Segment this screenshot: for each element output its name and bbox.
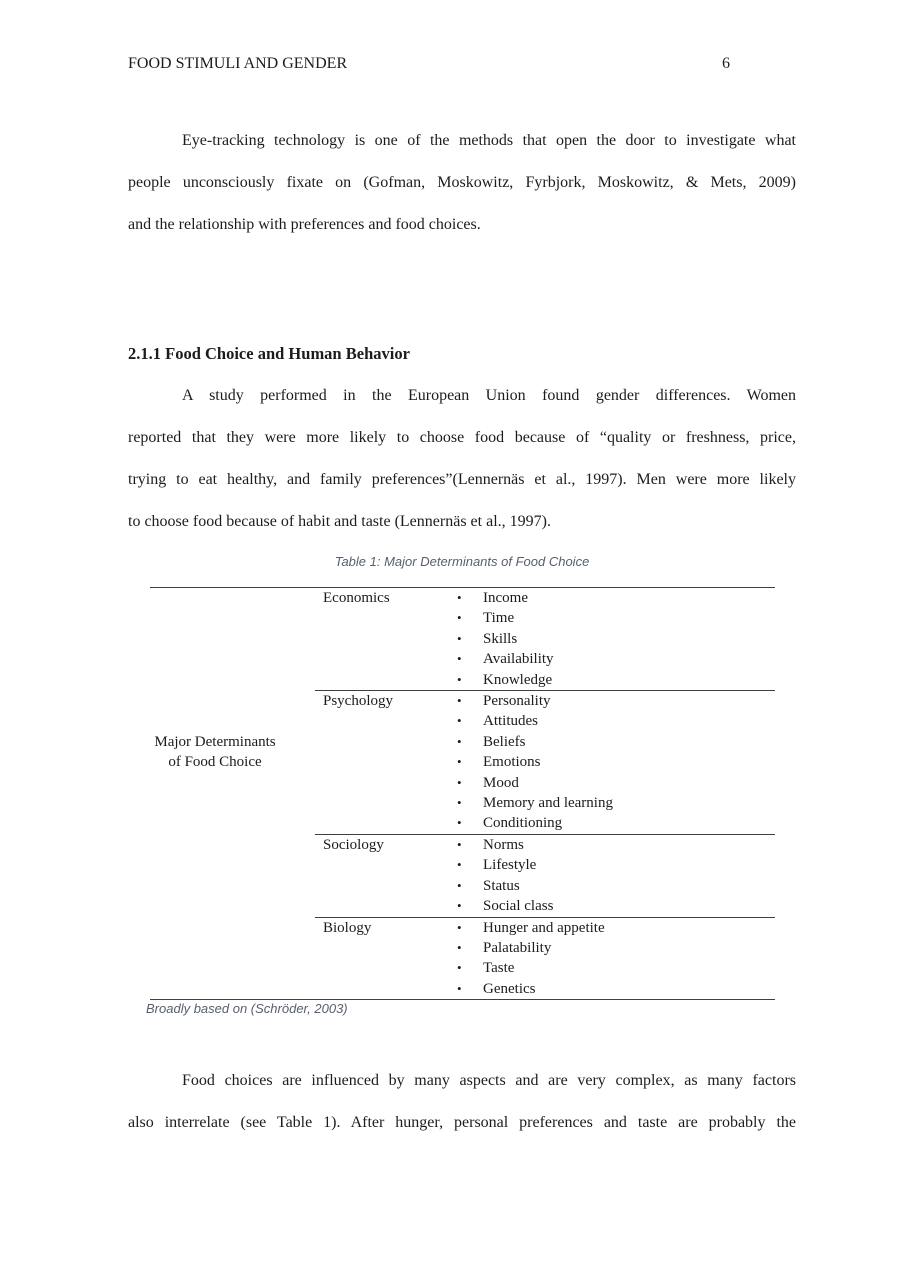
table-item (440, 876, 775, 896)
running-head-title: FOOD STIMULI AND GENDER (128, 55, 348, 72)
table-item-list (440, 918, 775, 1000)
table-item (440, 918, 775, 938)
bullet-icon: • (457, 671, 462, 687)
bullet-icon: • (457, 877, 462, 893)
bullet-icon: • (457, 939, 462, 955)
table-category-label: Sociology (323, 836, 384, 853)
paragraph-line: reported that they were more likely to choose food because of “quality or freshness, price, (128, 429, 796, 446)
bullet-icon: • (457, 590, 462, 605)
table-item (440, 732, 775, 752)
table-item (440, 855, 775, 875)
table-source-note: Broadly based on (Schröder, 2003) (146, 1001, 348, 1016)
table-item (440, 649, 775, 669)
paragraph-line: to choose food because of habit and taste (Lennernäs et al., 1997). (128, 513, 551, 530)
table-item-text: Hunger and appetite (483, 919, 605, 936)
bullet-icon: • (457, 919, 462, 935)
paragraph-line: Eye-tracking technology is one of the methods that open the door to investigate what (182, 132, 796, 149)
table-item-list (440, 588, 775, 690)
table-item-text: Mood (483, 774, 519, 791)
table-item-text: Status (483, 877, 520, 894)
table-caption: Table 1: Major Determinants of Food Choice (334, 554, 590, 569)
table-category-label: Economics (323, 590, 390, 606)
table-item-text: Time (483, 610, 515, 627)
table-item-list (440, 691, 775, 834)
bullet-icon: • (457, 815, 462, 831)
table-item-text: Emotions (483, 754, 541, 771)
table-item (440, 588, 775, 608)
paragraph-food-choices (128, 1060, 796, 1144)
table-item-text: Beliefs (483, 733, 526, 750)
table-row-label (150, 732, 280, 773)
table-item-text: Conditioning (483, 815, 563, 832)
paragraph-eu-study (128, 375, 796, 543)
paragraph-line: Food choices are influenced by many aspects and are very complex, as many factors (182, 1072, 796, 1089)
paragraph-line: people unconsciously fixate on (Gofman, Moskowitz, Fyrbjork, Moskowitz, & Mets, 2009) (128, 174, 796, 191)
table-item (440, 835, 775, 855)
table-section (315, 690, 775, 834)
table-item (440, 813, 775, 833)
paragraph-line: A study performed in the European Union found gender differences. Women (182, 387, 796, 404)
table-section (315, 834, 775, 917)
table-item-list (440, 835, 775, 917)
bullet-icon: • (457, 610, 462, 626)
paragraph-eye-tracking (128, 120, 796, 246)
table-section (315, 588, 775, 690)
bullet-icon: • (457, 980, 462, 996)
bullet-icon: • (457, 795, 462, 811)
table-item-text: Memory and learning (483, 795, 613, 812)
bullet-icon: • (457, 693, 462, 709)
running-header (128, 54, 796, 74)
table-item (440, 711, 775, 731)
page-number: 6 (722, 55, 730, 72)
paragraph-line: trying to eat healthy, and family preferences”(Lennernäs et al., 1997). Men were more likely (128, 471, 796, 488)
bullet-icon: • (457, 713, 462, 729)
table-item-text: Taste (483, 960, 515, 977)
table-sections (315, 588, 775, 999)
bullet-icon: • (457, 733, 462, 749)
bullet-icon: • (457, 857, 462, 873)
table-item-text: Social class (483, 898, 554, 915)
table-item (440, 773, 775, 793)
table-row-label-line: Major Determinants (154, 734, 276, 750)
table-item (440, 608, 775, 628)
table-category-label: Psychology (323, 693, 394, 710)
table-item (440, 958, 775, 978)
table-item-text: Palatability (483, 939, 552, 956)
table-item (440, 896, 775, 916)
table-item-text: Income (483, 590, 528, 606)
table-item-text: Availability (483, 651, 554, 668)
section-heading-2-1-1: 2.1.1 Food Choice and Human Behavior (128, 344, 410, 363)
table-item-text: Skills (483, 630, 518, 647)
bullet-icon: • (457, 960, 462, 976)
table-item-text: Genetics (483, 980, 536, 997)
table-item-text: Attitudes (483, 713, 538, 730)
bullet-icon: • (457, 651, 462, 667)
table-item (440, 670, 775, 690)
paragraph-line: also interrelate (see Table 1). After hunger, personal preferences and taste are probably the (128, 1114, 796, 1131)
table-item-text: Personality (483, 693, 551, 710)
table-item-text: Norms (483, 836, 524, 853)
table-item (440, 752, 775, 772)
table-item (440, 979, 775, 999)
table-item (440, 793, 775, 813)
table-section (315, 917, 775, 1000)
bullet-icon: • (457, 898, 462, 914)
determinants-table (150, 587, 775, 1000)
bullet-icon: • (457, 836, 462, 852)
bullet-icon: • (457, 774, 462, 790)
table-row-label-line: of Food Choice (168, 754, 262, 771)
table-category-label: Biology (323, 919, 372, 936)
table-item-text: Knowledge (483, 671, 553, 688)
table-item (440, 938, 775, 958)
table-item (440, 629, 775, 649)
bullet-icon: • (457, 630, 462, 646)
paragraph-line: and the relationship with preferences and food choices. (128, 216, 481, 233)
bullet-icon: • (457, 754, 462, 770)
table-item-text: Lifestyle (483, 857, 537, 874)
table-item (440, 691, 775, 711)
